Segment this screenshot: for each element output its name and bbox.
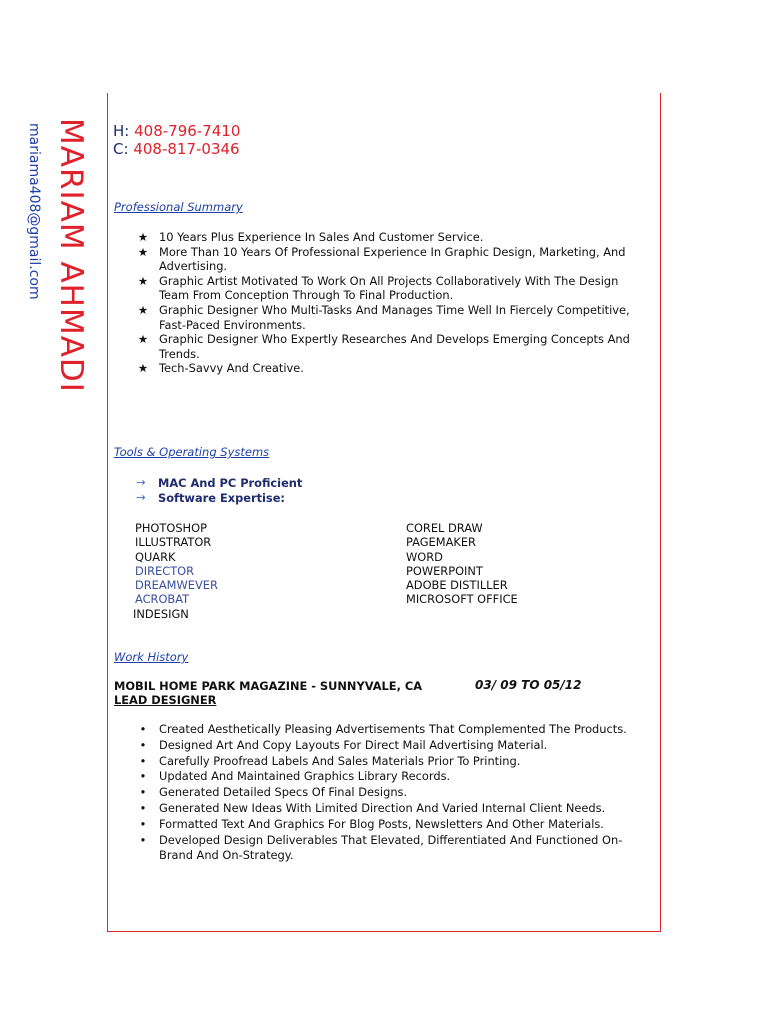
dot-icon: • [139,769,147,784]
employer-name: MOBIL HOME PARK MAGAZINE - SUNNYVALE, CA [114,679,423,693]
dot-icon: • [139,722,147,736]
employment-dates: 03/ 09 TO 05/12 [475,678,582,692]
list-item: • Generated Detailed Specs Of Final Designs. [135,785,645,801]
list-item: ★ Graphic Designer Who Expertly Researches And Develops Emerging Concepts And Trends. [135,332,645,361]
dot-icon: • [139,832,147,847]
list-item: • Carefully Proofread Labels And Sales Materials Prior To Printing. [135,754,645,770]
software-item: WORD [406,549,443,564]
list-item: ★ 10 Years Plus Experience In Sales And Customer Service. [135,230,645,245]
list-item: ★ Tech-Savvy And Creative. [135,361,645,376]
arrow-right-icon: → [136,475,146,489]
software-item: PHOTOSHOP [135,521,207,535]
job-role: LEAD DESIGNER [114,693,217,707]
list-item: • Created Aesthetically Pleasing Advertisements That Complemented The Products. [135,722,645,738]
work-duties-list [135,722,645,864]
list-item: • Formatted Text And Graphics For Blog Posts, Newsletters And Other Materials. [135,817,645,833]
summary-list [135,230,645,376]
software-item: DIRECTOR [135,563,195,578]
star-icon: ★ [137,273,149,288]
dot-icon: • [139,816,147,831]
list-item: • Updated And Maintained Graphics Library Records. [135,769,645,785]
list-item: • Designed Art And Copy Layouts For Direct Mail Advertising Material. [135,738,645,754]
software-item: DREAMWEVER [135,578,218,593]
list-item: ★ Graphic Artist Motivated To Work On All Projects Collaboratively With The Design Team From Conception Through To Final Production. [135,274,645,303]
home-phone-line [113,122,240,140]
contact-block [113,122,240,158]
software-item: MICROSOFT OFFICE [406,592,518,607]
home-phone-number: 408-796-7410 [134,122,241,140]
arrow-right-icon: → [136,490,146,504]
software-item: COREL DRAW [406,521,483,535]
dot-icon: • [139,785,147,800]
software-item: ILLUSTRATOR [135,535,212,550]
list-item: ★ Graphic Designer Who Multi-Tasks And Manages Time Well In Fiercely Competitive, Fast-Paced Environments. [135,303,645,332]
list-item: • Generated New Ideas With Limited Direction And Varied Internal Client Needs. [135,801,645,817]
software-item: INDESIGN [133,606,189,621]
dot-icon: • [139,753,147,768]
section-heading-summary: Professional Summary [114,200,243,214]
star-icon: ★ [137,302,149,317]
star-icon: ★ [137,361,149,376]
software-item: PAGEMAKER [406,535,476,550]
cell-phone-number: 408-817-0346 [133,140,240,158]
list-item: • Developed Design Deliverables That Elevated, Differentiated And Functioned On-Brand And On-Strategy. [135,833,645,865]
dot-icon: • [139,800,147,815]
candidate-name: MARIAM AHMADI [53,118,89,393]
list-item: → Software Expertise: [136,490,285,505]
cell-phone-label: C: [113,140,129,158]
software-item: QUARK [135,549,176,564]
software-item: ADOBE DISTILLER [406,578,508,593]
software-list-left [135,521,218,621]
software-item: ACROBAT [135,592,190,607]
star-icon: ★ [137,230,149,244]
dot-icon: • [139,737,147,752]
software-item: POWERPOINT [406,563,483,578]
tools-highlights [136,476,302,506]
software-list-right [406,521,518,607]
home-phone-label: H: [113,122,130,140]
section-heading-work: Work History [114,650,189,664]
cell-phone-line [113,140,240,158]
list-item: ★ More Than 10 Years Of Professional Experience In Graphic Design, Marketing, And Advertising. [135,245,645,274]
candidate-email[interactable]: mariama408@gmail.com [26,123,42,300]
list-item: → MAC And PC Proficient [136,475,303,490]
star-icon: ★ [137,244,149,259]
star-icon: ★ [137,332,149,347]
section-heading-tools: Tools & Operating Systems [114,445,270,459]
